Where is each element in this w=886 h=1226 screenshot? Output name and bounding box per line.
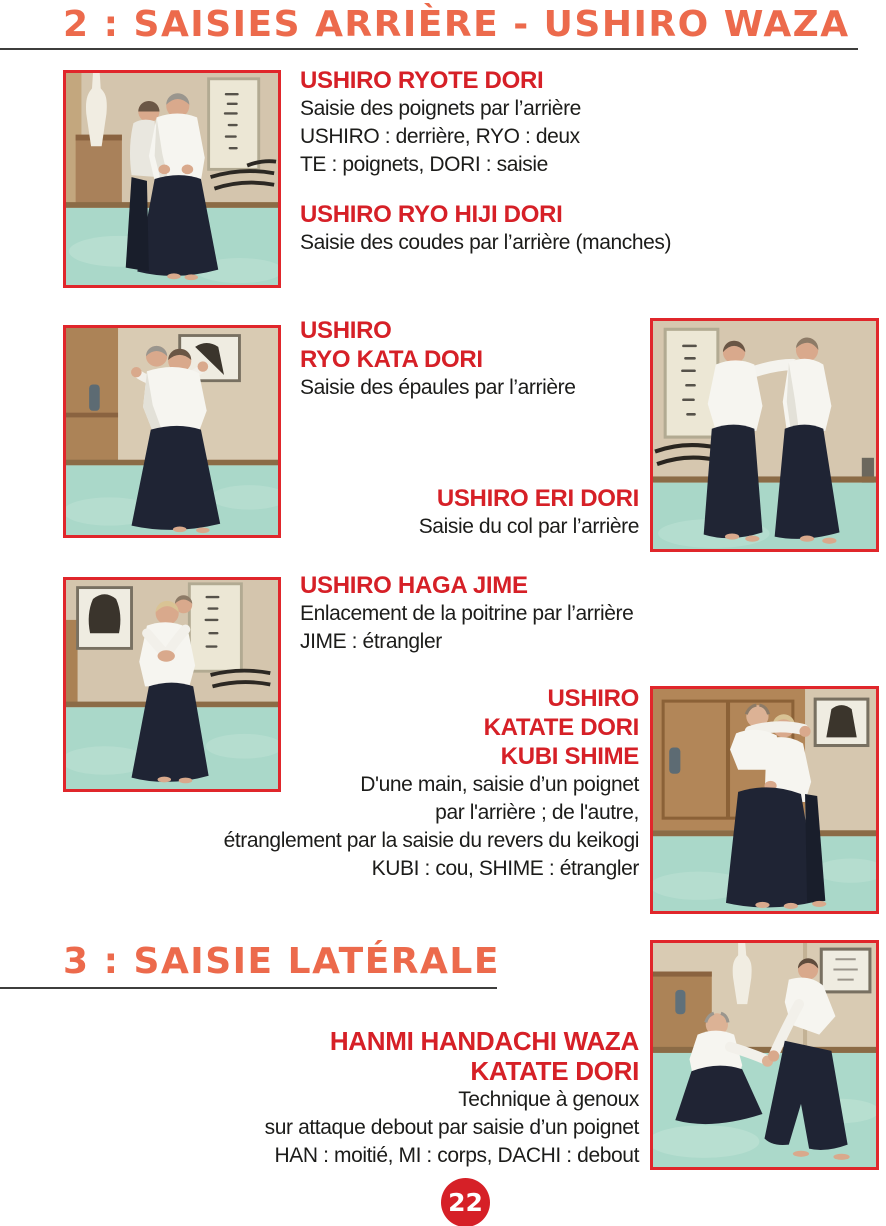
technique-title: KATATE DORI [470, 1056, 639, 1086]
technique-desc-line: USHIRO : derrière, RYO : deux [300, 125, 580, 148]
section-heading-saisie-laterale: 3 : SAISIE LATÉRALE [63, 941, 500, 982]
technique-desc-line: Saisie du col par l’arrière [418, 515, 639, 538]
dojo-scene-hanmi [653, 943, 876, 1167]
technique-title: KUBI SHIME [500, 743, 639, 770]
technique-desc-line: Technique à genoux [458, 1088, 639, 1111]
photo-ushiro-ryo-kata-dori [63, 325, 281, 538]
technique-title: USHIRO ERI DORI [436, 485, 639, 512]
heading-rule-bottom [0, 987, 497, 989]
dojo-scene-kubi [653, 689, 876, 911]
section-heading-ushiro-waza: 2 : SAISIES ARRIÈRE - USHIRO WAZA [63, 4, 850, 45]
tech-ushiro-ryote-dori [300, 66, 581, 179]
technique-title: USHIRO RYOTE DORI [300, 67, 544, 94]
technique-desc-line: TE : poignets, DORI : saisie [300, 153, 548, 176]
technique-title: USHIRO [300, 317, 392, 344]
photo-hanmi-handachi [650, 940, 879, 1170]
tech-ushiro-haga-jime [300, 571, 633, 656]
page-number: 22 [448, 1188, 483, 1217]
tech-ushiro-ryo-kata-dori [300, 316, 576, 402]
photo-ushiro-eri-dori [650, 318, 879, 552]
tech-ushiro-eri-dori [419, 484, 639, 541]
technique-title: RYO KATA DORI [300, 346, 483, 373]
tech-ushiro-ryo-hiji-dori [300, 200, 671, 257]
tech-ushiro-katate-dori-kubi-shime [224, 684, 639, 883]
technique-title: USHIRO RYO HIJI DORI [300, 201, 563, 228]
technique-desc-line: sur attaque debout par saisie d’un poignet [264, 1116, 639, 1139]
technique-desc-line: Enlacement de la poitrine par l’arrière [300, 602, 634, 625]
technique-desc-line: KUBI : cou, SHIME : étrangler [371, 857, 639, 880]
photo-ushiro-kubi-shime [650, 686, 879, 914]
dojo-scene-eri [653, 321, 876, 549]
heading-rule-top [0, 48, 858, 50]
technique-desc-line: Saisie des coudes par l’arrière (manches) [300, 231, 672, 254]
tech-hanmi-handachi-katate-dori [265, 1026, 639, 1170]
technique-title: KATATE DORI [483, 714, 639, 741]
technique-title: HANMI HANDACHI WAZA [329, 1026, 639, 1056]
dojo-scene-kata [66, 328, 278, 535]
technique-desc-line: Saisie des épaules par l’arrière [300, 376, 576, 399]
technique-desc-line: HAN : moitié, MI : corps, DACHI : debout [274, 1144, 639, 1167]
dojo-scene-ryote [66, 73, 278, 285]
technique-desc-line: par l'arrière ; de l'autre, [435, 801, 639, 824]
technique-desc-line: Saisie des poignets par l’arrière [300, 97, 581, 120]
technique-desc-line: étranglement par la saisie du revers du keikogi [223, 829, 639, 852]
technique-title: USHIRO HAGA JIME [300, 572, 528, 599]
page-number-badge [441, 1178, 490, 1226]
photo-ushiro-ryote-dori [63, 70, 281, 288]
technique-title: USHIRO [547, 685, 639, 712]
technique-desc-line: D'une main, saisie d’un poignet [360, 773, 639, 796]
technique-desc-line: JIME : étrangler [300, 630, 442, 653]
